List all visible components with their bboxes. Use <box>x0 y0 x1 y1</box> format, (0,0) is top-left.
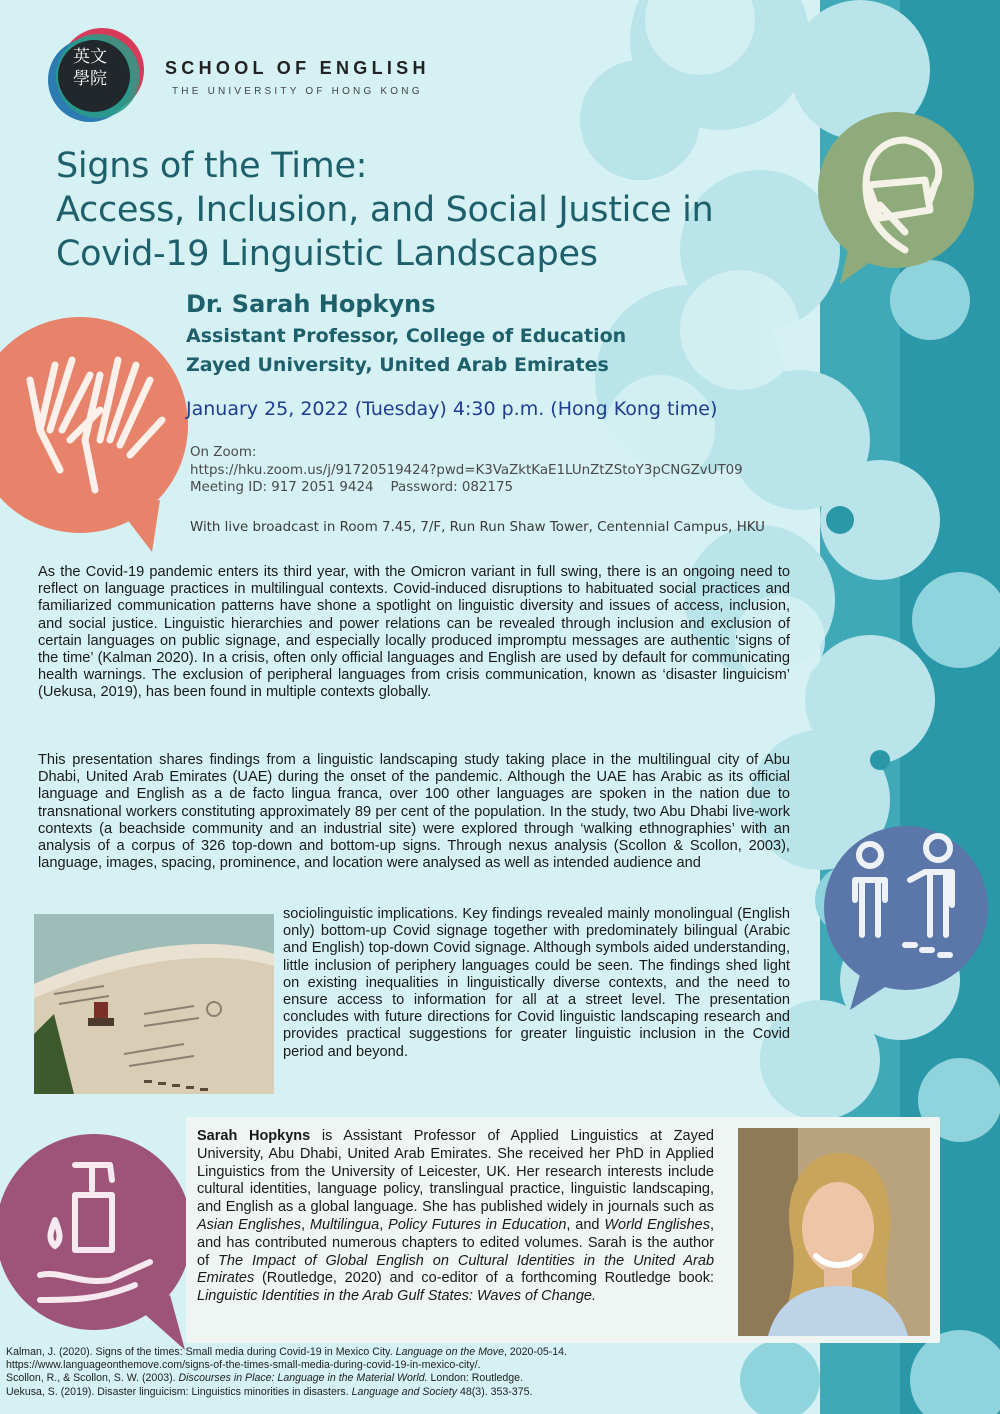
zoom-label: On Zoom: <box>190 445 257 460</box>
speaker-name: Dr. Sarah Hopkyns <box>186 290 436 318</box>
bio-text-2: , <box>301 1216 310 1233</box>
abstract-paragraph-2: This presentation shares findings from a linguistic landscaping study taking place in the multilingual city of Abu Dhabi, United Arab Emirates (UAE) during the onset of the pandemic. Although the UAE has Arabic as its official language and English as a de facto lingua franca, over 100 other languages are spoken in the nation due to transnational workers constituting approximately 89 per cent of the population. In the study, two Abu Dhabi live-work contexts (a beachside community and an industrial site) were explored through ‘walking ethnographies’ with an analysis of a corpus of 326 top-down and bottom-up signs. Through nexus analysis (Scollon & Scollon, 2003), language, images, spacing, prominence, and location were analysed as well as intended audience and <box>38 752 790 872</box>
bio-journal-1: Asian Englishes <box>197 1216 302 1233</box>
reference-item: Uekusa, S. (2019). Disaster linguicism: Linguistics minorities in disasters. Language and Society 48(3). 353-375. <box>6 1385 533 1398</box>
logo-line-1: 英文 <box>73 47 107 67</box>
meeting-password: Password: 082175 <box>390 480 513 495</box>
broadcast-location: With live broadcast in Room 7.45, 7/F, Run Run Shaw Tower, Centennial Campus, HKU <box>190 520 765 535</box>
bio-journal-4: World Englishes <box>604 1216 710 1233</box>
bio-text-6: (Routledge, 2020) and co-editor of a forthcoming Routledge book: <box>254 1270 714 1287</box>
event-title <box>56 144 816 276</box>
bio-text-1: is Assistant Professor of Applied Linguistics at Zayed University, Abu Dhabi, United Arab Emirates. She received her PhD in Applied Linguistics from the University of Leicester, UK. Her research interests include cultural identities, language policy, translingual practice, linguistic landscaping, and English as a global language. She has published widely in journals such as <box>197 1128 714 1216</box>
speaker-role: Assistant Professor, College of Education <box>186 325 627 347</box>
reference-item: Kalman, J. (2020). Signs of the times: Small media during Covid-19 in Mexico City. Language on the Move, 2020-05-14. <box>6 1346 568 1358</box>
speaker-portrait <box>738 1128 930 1336</box>
zoom-credentials <box>190 479 743 497</box>
bio-book-2: Linguistic Identities in the Arab Gulf States: Waves of Change. <box>197 1288 596 1305</box>
university-name: THE UNIVERSITY OF HONG KONG <box>172 86 423 97</box>
bio-text-5: , and has contributed numerous chapters to edited volumes. Sarah is the author of <box>197 1216 714 1269</box>
reference-item: https://www.languageonthemove.com/signs-of-the-times-small-media-during-covid-19-in-mexico-city/. <box>6 1359 481 1372</box>
bio-journal-2: Multilingua <box>309 1216 380 1233</box>
zoom-info <box>190 444 743 497</box>
reference-item: Scollon, R., & Scollon, S. W. (2003). Discourses in Place: Language in the Material World. London: Routledge. <box>6 1372 524 1385</box>
event-date: January 25, 2022 (Tuesday) 4:30 p.m. (Hong Kong time) <box>186 398 718 420</box>
bio-journal-3: Policy Futures in Education <box>388 1216 567 1233</box>
meeting-id: Meeting ID: 917 2051 9424 <box>190 480 374 495</box>
speaker-bio <box>197 1128 714 1306</box>
bio-name: Sarah Hopkyns <box>197 1128 311 1144</box>
title-line-3: Covid-19 Linguistic Landscapes <box>56 234 598 274</box>
title-line-2: Access, Inclusion, and Social Justice in <box>56 190 714 230</box>
abstract-paragraph-1: As the Covid-19 pandemic enters its third year, with the Omicron variant in full swing, there is an ongoing need to reflect on language practices in multilingual contexts. Covid-induced disruptions to habituated social practices and familiarized communication patterns have shone a spotlight on linguistic diversity and issues of access, inclusion, and social justice. Linguistic hierarchies and power relations can be revealed through inclusion and exclusion of certain languages on public signage, and especially locally produced impromptu messages are authentic ‘signs of the time’ (Kalman 2020). In a crisis, often only official languages and English are used by default for communicating health warnings. The exclusion of peripheral languages from crisis communication, known as ‘disaster linguicism’ (Uekusa, 2019), has been found in multiple contexts globally. <box>38 564 790 701</box>
logo-line-2: 學院 <box>73 69 107 89</box>
references-list <box>6 1346 996 1399</box>
speaker-affiliation: Zayed University, United Arab Emirates <box>186 354 609 376</box>
bio-text-3: , <box>379 1216 389 1233</box>
bio-text-4: , and <box>566 1216 605 1233</box>
beach-signage-photo <box>34 914 274 1094</box>
school-name: SCHOOL OF ENGLISH <box>165 58 430 78</box>
abstract-paragraph-3: sociolinguistic implications. Key findings revealed mainly monolingual (English only) bottom-up Covid signage together with predominately bilingual (Arabic and English) top-down Covid signage. Although symbols aided understanding, little inclusion of periphery languages could be seen. The findings shed light on existing inequalities in linguistically diverse contexts, and the need to ensure access to information for all at a street level. The presentation concludes with future directions for Covid linguistic landscaping research and provides practical suggestions for greater linguistic inclusion in the Covid period and beyond. <box>283 906 790 1060</box>
zoom-link[interactable]: https://hku.zoom.us/j/91720519424?pwd=K3VaZktKaE1LUnZtZStoY3pCNGZvUT09 <box>190 462 743 478</box>
bio-book-1: The Impact of Global English on Cultural Identities in the United Arab Emirates <box>197 1252 715 1287</box>
logo-characters <box>66 46 114 90</box>
title-line-1: Signs of the Time: <box>56 146 368 186</box>
